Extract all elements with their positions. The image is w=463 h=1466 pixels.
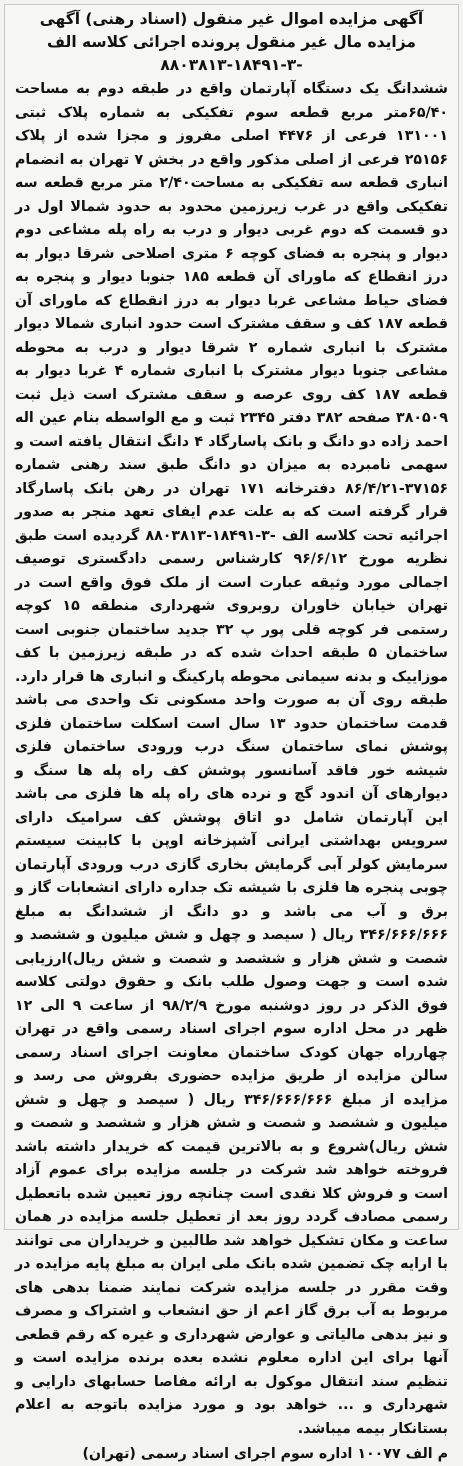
notice-title: آگهی مزایده اموال غیر منقول (اسناد رهنی) آگهی مزایده مال غیر منقول پرونده اجرائی کلاسه الف -۳-۱۸۴۹۱-۸۸۰۳۸۱۳ [39,10,424,74]
notice-body: ششدانگ یک دستگاه آپارتمان واقع در طبقه دوم به مساحت ۶۵/۴۰متر مربع قطعه سوم تفکیکی به شماره پلاک ثبتی ۱۳۱۰۰۱ فرعی از ۴۴۷۶ اصلی مفروز و مجزا شده از پلاک ۲۵۱۵۶ فرعی از اصلی مذکور واقع در بخش ۷ تهران به انضمام انباری قطعه سه تفکیکی به مساحت۲/۴۰ متر مربع قطعه سه تفکیکی واقع در غرب زیرزمین محدود به حدود شمالا اول در دو قسمت که دوم غربی دیوار و درب به راه پله مشاعی دوم دیوار و پنجره به فضای کوچه ۶ متری اصلاحی شرقا دیوار به درز انقطاع که ماورای آن قطعه ۱۸۵ جنوبا دیوار و پنجره به فضای حیاط مشاعی غربا دیوار به درز انقطاع که ماورای آن قطعه ۱۸۷ کف و سقف مشترک است حدود انباری شمالا دیوار مشترک با انباری شماره ۲ شرقا دیوار و درب به محوطه مشاعی جنوبا دیوار مشترک با انباری شماره ۴ غربا دیوار به قطعه ۱۸۷ کف روی عرصه و سقف مشترک است ذیل ثبت ۳۸۰۵۰۹ صفحه ۳۸۲ دفتر ۲۳۴۵ ثبت و مع الواسطه بنام عین اله احمد زاده دو دانگ و بانک پاسارگاد ۴ دانگ انتقال یافته است و سهمی نامبرده به میزان دو دانگ طبق سند رهنی شماره ۳۷۱۵۶-۸۶/۴/۲۱ دفترخانه ۱۷۱ تهران در رهن بانک پاسارگاد قرار گرفته است که به علت عدم ایفای تعهد منجر به صدور اجرائیه تحت کلاسه الف -۳-۱۸۴۹۱-۸۸۰۳۸۱۳ گردیده است طبق نظریه مورخ ۹۶/۶/۱۲ کارشناس رسمی دادگستری توصیف اجمالی مورد وثیقه عبارت است از ملک فوق واقع است در تهران خیابان خاوران روبروی شهرداری منطقه ۱۵ کوچه رستمی فر کوچه قلی پور پ ۳۲ جدید ساختمان جنوبی است ساختمان ۵ طبقه احداث شده که در طبقه زیرزمین با کف موزاییک و بدنه سیمانی محوطه پارکینگ و انباری ها قرار دارد. طبقه روی آن به صورت واحد مسکونی تک واحدی می باشد قدمت ساختمان حدود ۱۳ سال است اسکلت ساختمان فلزی پوشش نمای ساختمان سنگ درب ورودی ساختمان فلزی شیشه خور فاقد آسانسور پوشش کف راه پله ها سنگ و دیوارهای آن اندود گچ و نرده های راه پله ها فلزی می باشد این آپارتمان شامل دو اتاق پوشش کف سرامیک دارای سرویس بهداشتی ایرانی آشپزخانه اوپن با کابینت سیستم سرمایش کولر آبی گرمایش بخاری گازی درب ورودی آپارتمان چوبی پنجره ها فلزی با شیشه تک جداره دارای انشعابات گاز و برق و آب می باشد و دو دانگ از ششدانگ به مبلغ ۳۴۶/۶۶۶/۶۶۶ ریال ( سیصد و چهل و شش میلیون و ششصد و شصت و شش هزار و ششصد و شصت و شش ریال)ارزیابی شده است و جهت وصول طلب بانک و حقوق دولتی کلاسه فوق الذکر در روز دوشنبه مورخ ۹۸/۲/۹ از ساعت ۹ الی ۱۲ ظهر در محل اداره سوم اجرای اسناد رسمی واقع در تهران چهارراه جهان کودک ساختمان معاونت اجرای اسناد رسمی سالن مزایده از طریق مزایده حضوری بفروش می رسد و مزایده از مبلغ ۳۴۶/۶۶۶/۶۶۶ ریال ( سیصد و چهل و شش میلیون و ششصد و شصت و شش هزار و ششصد و شصت و شش ریال)شروع و به بالاترین قیمت که خریدار داشته باشد فروخته خواهد شد شرکت در جلسه مزایده برای عموم آزاد است و فروش کلا نقدی است چنانچه روز تعیین شده باتعطیل رسمی مصادف گردد روز بعد از تعطیل جلسه مزایده در همان ساعت و مکان تشکیل خواهد شد طالبین و خریداران می توانند با ارایه چک تضمین شده بانک ملی ایران به مبلغ پایه مزایده در وقت مقرر در جلسه مزایده شرکت نمایند ضمنا بدهی های مربوط به آب برق گاز اعم از حق انشعاب و اشتراک و مصرف و نیز بدهی مالیاتی و عوارض شهرداری و غیره که رقم قطعی آنها برای این اداره معلوم نشده بعده برنده مزایده است و تنظیم سند انتقال موکول به ارائه مفاصا حسابهای دارایی و شهرداری و ... خواهد بود و مورد مزایده باتوجه به اعلام بستانکار بیمه میباشد. [15,81,449,1437]
notice-footer: م الف ۱۰۰۷۷ اداره سوم اجرای اسناد رسمی (تهران) [82,1446,448,1462]
auction-notice [4,4,459,1462]
